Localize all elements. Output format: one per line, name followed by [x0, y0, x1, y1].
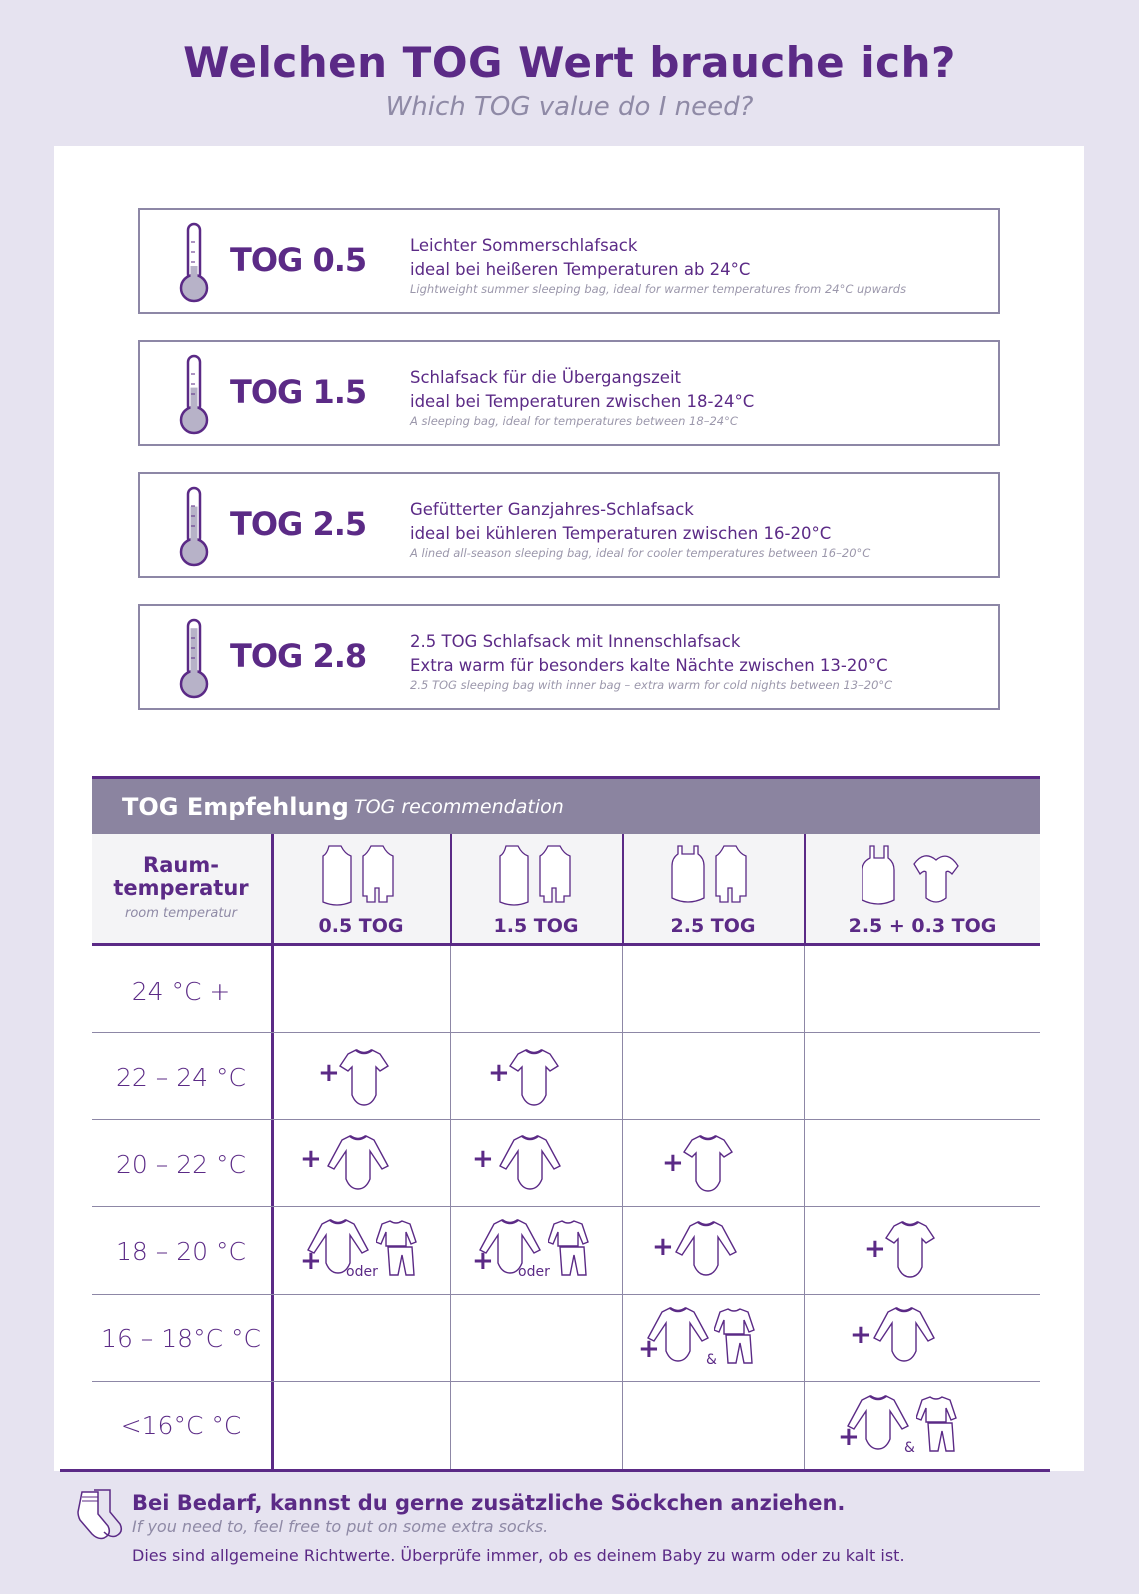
long-sleeve-bodysuit-icon	[494, 1134, 570, 1196]
or-label: oder	[346, 1264, 378, 1280]
tog-description: Schlafsack für die Übergangszeit	[410, 368, 682, 387]
row-divider	[92, 1032, 1040, 1033]
room-temperature-heading: Raum- temperatur	[113, 853, 249, 900]
long-sleeve-bodysuit-icon	[670, 1220, 746, 1282]
tog-description: Leichter Sommerschlafsack	[410, 236, 638, 255]
and-label: &	[706, 1352, 717, 1368]
tog-english-note: 2.5 TOG sleeping bag with inner bag – extra warm for cold nights between 13–20°C	[410, 678, 893, 692]
sleeping-bag-1-5-icon	[492, 842, 582, 912]
tog-english-note: Lightweight summer sleeping bag, ideal for warmer temperatures from 24°C upwards	[410, 282, 907, 296]
tog-label: TOG 2.8	[230, 637, 367, 675]
column-header-2-8-tog: 2.5 + 0.3 TOG	[848, 915, 997, 937]
thermometer-icon	[174, 618, 214, 700]
column-header-0-5-tog: 0.5 TOG	[318, 915, 404, 937]
tog-english-note: A lined all-season sleeping bag, ideal for cooler temperatures between 16–20°C	[410, 546, 871, 560]
plus-sign: +	[652, 1232, 674, 1262]
row-temperature: <16°C °C	[120, 1411, 242, 1440]
plus-sign: +	[838, 1422, 860, 1452]
tog-temperature-range: ideal bei Temperaturen zwischen 18-24°C	[410, 392, 755, 411]
row-temperature: 16 – 18°C °C	[101, 1324, 261, 1353]
column-divider	[804, 946, 805, 1470]
plus-sign: +	[864, 1234, 886, 1264]
page-subtitle: Which TOG value do I need?	[385, 92, 754, 122]
tog-box-2-8	[138, 604, 1000, 710]
tog-temperature-range: ideal bei kühleren Temperaturen zwischen 16-20°C	[410, 524, 832, 543]
row-temperature: 20 – 22 °C	[116, 1150, 246, 1179]
tog-box-0-5	[138, 208, 1000, 314]
table-header-divider	[92, 943, 1040, 946]
plus-sign: +	[488, 1058, 510, 1088]
sleeping-bag-2-5-icon	[668, 842, 758, 912]
and-label: &	[904, 1440, 915, 1456]
tog-box-2-5	[138, 472, 1000, 578]
plus-sign: +	[638, 1334, 660, 1364]
footer-note: Bei Bedarf, kannst du gerne zusätzliche Söckchen anziehen.	[132, 1491, 846, 1515]
plus-sign: +	[472, 1246, 494, 1276]
row-divider	[92, 1119, 1040, 1120]
footer-note-english: If you need to, feel free to put on some extra socks.	[132, 1517, 549, 1536]
column-divider	[450, 946, 451, 1470]
short-sleeve-bodysuit-icon	[334, 1048, 394, 1110]
row-temperature: 22 – 24 °C	[116, 1063, 246, 1092]
thermometer-icon	[174, 222, 214, 304]
thermometer-icon	[174, 486, 214, 568]
row-divider	[92, 1294, 1040, 1295]
row-divider	[92, 1381, 1040, 1382]
column-header-2-5-tog: 2.5 TOG	[670, 915, 756, 937]
plus-sign: +	[850, 1320, 872, 1350]
row-temperature: 18 – 20 °C	[116, 1237, 246, 1266]
table-bottom-divider	[60, 1469, 1050, 1472]
sleeping-bag-0-5-icon	[315, 842, 405, 912]
plus-sign: +	[318, 1058, 340, 1088]
plus-sign: +	[300, 1144, 322, 1174]
tog-label: TOG 2.5	[230, 505, 367, 543]
row-divider	[92, 1206, 1040, 1207]
column-header-1-5-tog: 1.5 TOG	[493, 915, 579, 937]
recommendation-header	[92, 776, 1040, 834]
pyjama-icon	[916, 1396, 960, 1454]
sleeping-bag-inner-bag-icon	[862, 842, 962, 912]
pyjama-icon	[548, 1220, 592, 1278]
short-sleeve-bodysuit-icon	[880, 1220, 940, 1282]
tog-description: 2.5 TOG Schlafsack mit Innenschlafsack	[410, 632, 741, 651]
pyjama-icon	[376, 1220, 420, 1278]
recommendation-title: TOG Empfehlung	[122, 793, 349, 821]
tog-temperature-range: Extra warm für besonders kalte Nächte zwischen 13-20°C	[410, 656, 888, 675]
room-temperature-subheading: room temperatur	[124, 906, 238, 921]
thermometer-icon	[174, 354, 214, 436]
short-sleeve-bodysuit-icon	[678, 1134, 738, 1196]
long-sleeve-bodysuit-icon	[322, 1134, 398, 1196]
footer-disclaimer: Dies sind allgemeine Richtwerte. Überprüfe immer, ob es deinem Baby zu warm oder zu kalt ist.	[132, 1546, 905, 1565]
plus-sign: +	[472, 1144, 494, 1174]
tog-temperature-range: ideal bei heißeren Temperaturen ab 24°C	[410, 260, 751, 279]
short-sleeve-bodysuit-icon	[504, 1048, 564, 1110]
or-label: oder	[518, 1264, 550, 1280]
tog-description: Gefütterter Ganzjahres-Schlafsack	[410, 500, 694, 519]
tog-box-1-5	[138, 340, 1000, 446]
socks-icon	[72, 1488, 124, 1544]
recommendation-subtitle: TOG recommendation	[354, 796, 564, 818]
page-title: Welchen TOG Wert brauche ich?	[183, 38, 956, 87]
pyjama-icon	[714, 1308, 758, 1366]
column-divider	[622, 946, 623, 1470]
row-temperature: 24 °C +	[131, 977, 231, 1006]
long-sleeve-bodysuit-icon	[868, 1306, 944, 1368]
tog-english-note: A sleeping bag, ideal for temperatures between 18–24°C	[410, 414, 738, 428]
tog-label: TOG 1.5	[230, 373, 367, 411]
plus-sign: +	[662, 1148, 684, 1178]
plus-sign: +	[300, 1246, 322, 1276]
tog-label: TOG 0.5	[230, 241, 367, 279]
